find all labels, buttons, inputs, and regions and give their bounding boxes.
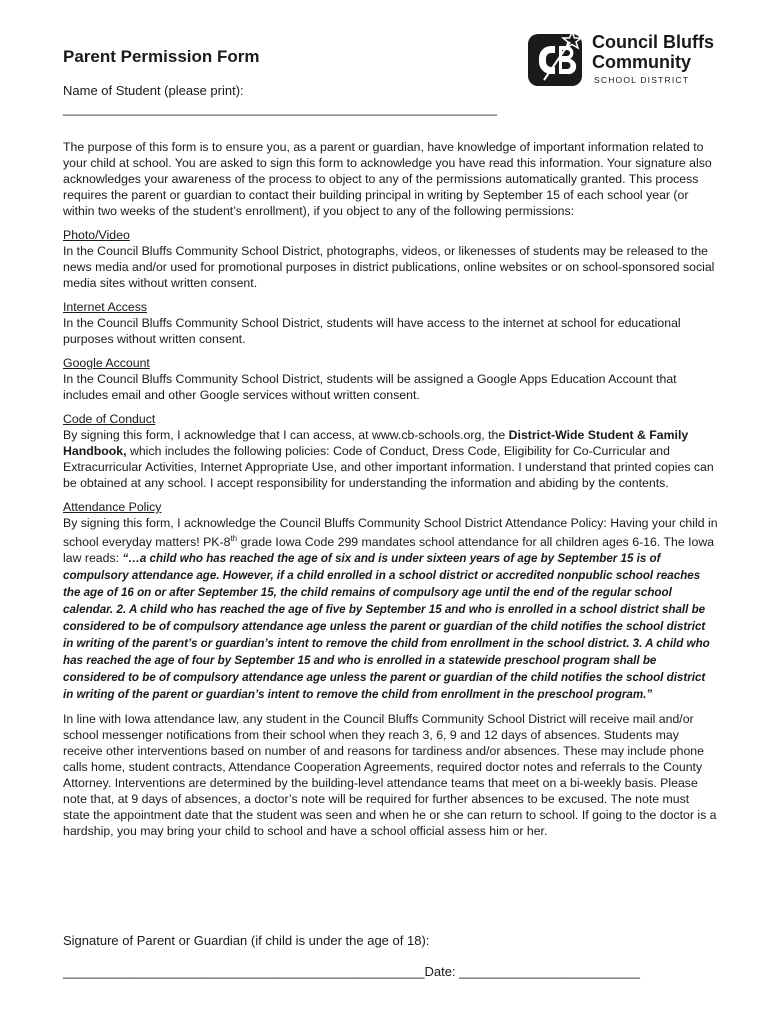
code-of-conduct-heading: Code of Conduct bbox=[63, 412, 156, 426]
photo-video-text: In the Council Bluffs Community School District, photographs, videos, or likenesses of students may be released to the news media and/or used for promotional purposes in district publications, online websites or on school-sponsored social media sites without written consent. bbox=[63, 244, 715, 290]
internet-access-text: In the Council Bluffs Community School District, students will have access to the internet at school for educational purposes without written consent. bbox=[63, 316, 681, 346]
internet-access-heading: Internet Access bbox=[63, 300, 148, 314]
iowa-law-quote: “…a child who has reached the age of six and is under sixteen years of age by September 15 is of compulsory attendance age. However, if a child enrolled in a school district or accredited nonpublic school reaches the age of 16 on or after September 15, the child remains of compulsory age until the end of the regular school calendar. 2. A child who has reached the age of five by September 15 and who is enrolled in a school district shall be considered to be of compulsory attendance age unless the parent or guardian of the child notifies the school district in writing of the parent’s or guardian’s intent to remove the child from enrollment in the school district. 3. A child who has reached the age of four by September 15 and who is enrolled in a statewide preschool program shall be considered to be of compulsory attendance age unless the parent or guardian of the child notifies the school district in writing of the parent or guardian’s intent to remove the child from enrollment in the preschool program.” bbox=[63, 552, 710, 702]
photo-video-section bbox=[63, 227, 718, 291]
internet-access-section bbox=[63, 299, 718, 347]
form-body bbox=[63, 139, 718, 847]
google-account-text: In the Council Bluffs Community School District, students will be assigned a Google Apps Education Account that includes email and other Google services without written consent. bbox=[63, 372, 677, 402]
code-of-conduct-text-a: By signing this form, I acknowledge that I can access, at www.cb-schools.org, the bbox=[63, 428, 509, 442]
logo-line-2: Community bbox=[592, 52, 691, 72]
attendance-text-a: By signing this form, I acknowledge the Council Bluffs Community School District Attendance Policy: Having your child in school everyday matters! PK-8 bbox=[63, 516, 718, 550]
attendance-text-b: grade Iowa Code 299 mandates school attendance for all children ages 6-16. The Iowa law reads: bbox=[63, 535, 715, 566]
iowa-attendance-paragraph: In line with Iowa attendance law, any student in the Council Bluffs Community School District will receive mail and/or school messenger notifications from their school when they reach 3, 6, 9 and 12 days of absences. Students may receive other interventions based on number of and reasons for tardiness and/or absences. These may include phone calls home, student contracts, Attendance Cooperation Agreements, required doctor notes and referrals to the County Attorney. Interventions are determined by the building-level attendance teams that meet on a bi-weekly basis. Please note that, at 9 days of absences, a doctor’s note will be required for further absences to be excused. The note must state the appointment date that the student was seen and when he or she can return to school. If going to the doctor is a hardship, you may bring your child to school and have a school official assess him or her. bbox=[63, 712, 717, 839]
google-account-section bbox=[63, 355, 718, 403]
student-name-field[interactable]: ____________________________________________________________ bbox=[63, 101, 497, 116]
attendance-policy-heading: Attendance Policy bbox=[63, 500, 162, 514]
attendance-policy-section bbox=[63, 499, 718, 703]
logo-line-3: SCHOOL DISTRICT bbox=[594, 75, 690, 85]
student-name-label: Name of Student (please print): bbox=[63, 83, 244, 98]
photo-video-heading: Photo/Video bbox=[63, 228, 130, 242]
page-title: Parent Permission Form bbox=[63, 47, 260, 66]
code-of-conduct-section bbox=[63, 411, 718, 491]
grade-superscript: th bbox=[230, 534, 238, 543]
signature-label: Signature of Parent or Guardian (if child is under the age of 18): bbox=[63, 933, 430, 948]
cb-star-logo-icon bbox=[526, 28, 586, 90]
signature-date-field[interactable]: __________________________________________________Date: _________________________ bbox=[63, 964, 640, 979]
handbook-title: District-Wide Student & Family Handbook, bbox=[63, 428, 689, 458]
code-of-conduct-text-b: which includes the following policies: Code of Conduct, Dress Code, Eligibility for Co-Curricular and Extracurricular Activities, Internet Appropriate Use, and other important information. I understand that printed copies can be obtained at any school. I accept responsibility for understanding the information and abiding by the contents. bbox=[63, 444, 714, 490]
logo-line-1: Council Bluffs bbox=[592, 32, 714, 52]
intro-paragraph: The purpose of this form is to ensure you, as a parent or guardian, have knowledge of important information related to your child at school. You are asked to sign this form to acknowledge you have read this information. Your signature also acknowledges your awareness of the process to object to any of the permissions automatically granted. This process requires the parent or guardian to contact their building principal in writing by September 15 of each school year (or within two weeks of the student’s enrollment), if you object to any of the following permissions: bbox=[63, 140, 712, 218]
google-account-heading: Google Account bbox=[63, 356, 150, 370]
district-logo bbox=[526, 28, 726, 90]
